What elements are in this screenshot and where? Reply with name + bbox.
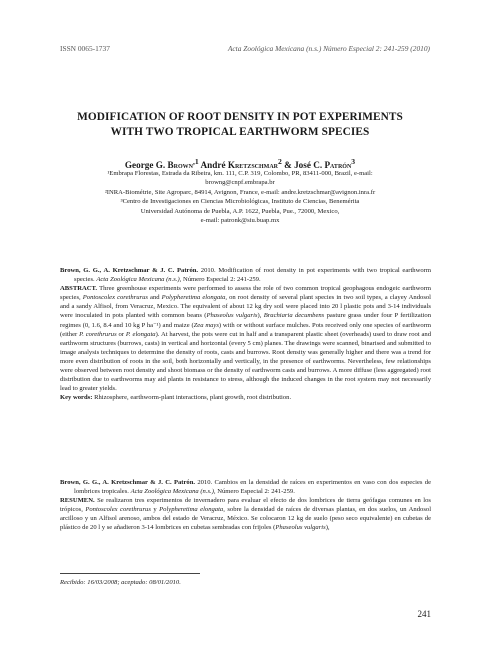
abstract-text: Se realizaron tres experimentos de invernadero para evaluar el efecto de dos lombrices de tierra geófagas comunes en los trópicos,	[60, 497, 431, 514]
keywords-text: Rhizosphere, earthworm-plant interactions, plant growth, root distribution.	[92, 394, 292, 402]
species-name: Zea mays	[193, 321, 219, 329]
keywords-english	[60, 393, 431, 402]
species-name: P. elongata	[125, 330, 156, 338]
citation-tail: , Número Especial 2: 241-259.	[213, 488, 295, 496]
resumen-label: RESUMEN.	[60, 497, 95, 505]
page-number: 241	[417, 609, 431, 619]
affiliations	[50, 169, 430, 225]
abstract-text: , sobre la densidad de raíces de diversas plantas, en dos suelos, un Andosol arcilloso y un Alfisol arenoso, ambos del estado de Veracruz, México. Se colocaron 12 kg de suelo (peso seco equivalente) en cubetas de plástico de 20 l y se añadieron 3-14 lombrices en cubetas sembradas con frijoles (	[60, 506, 432, 532]
species-name: Polypheretima elongata	[161, 294, 226, 302]
affiliation-line: e-mail: patronk@siu.buap.mx	[200, 217, 280, 225]
affiliation-line: ²INRA-Biométrie, Site Agroparc, 84914, Avignon, France, e-mail: andre.kretzschmar@avignon.inra.fr	[104, 188, 376, 196]
abstract-text: ). At harvest, the pots were cut in half and a transparent plastic sheet (overheads) used to draw root and earthworm structures (burrows, casts) in vertical and horizontal (every 5 cm) planes. The drawings were scanned, binarised and submitted to image analysis techniques to determine the density of roots, casts and burrows. Root density was generally higher and there was a trend for more even distribution of roots in the soil, both horizontally and vertically, in the presence of earthworms. Nevertheless, few relationships were observed between root density and shoot biomass or the density of earthworm casts and burrows. A more diffuse (less aggregated) root distribution due to earthworms may aid plants in resistance to stress, although the induced changes in the root system may not necessarily lead to greater yields.	[60, 330, 431, 393]
affiliation-line: ³Centro de Investigaciones en Ciencias Microbiológicas, Instituto de Ciencias, Benemérita	[120, 198, 360, 206]
received-date: Recibido: 16/03/2008; aceptado: 08/01/2010.	[60, 579, 181, 586]
species-name: Polypheretima elongata	[159, 506, 224, 514]
species-name: Pontoscolex corethrurus	[82, 294, 148, 302]
journal-citation-header: Acta Zoológica Mexicana (n.s.) Número Especial 2: 241-259 (2010)	[227, 44, 430, 53]
abstract-text: ),	[325, 524, 330, 532]
keywords-label: Key words:	[60, 394, 93, 402]
citation-journal: Acta Zoológica Mexicana (n.s.)	[130, 488, 214, 496]
author-1-last: Brown	[167, 160, 193, 171]
affiliation-line: ¹Embrapa Florestas, Estrada da Ribeira, km. 111, C.P. 319, Colombo, PR, 83411-000, Brazil, e-mail:	[107, 170, 373, 177]
species-name: Pontoscolex corethrurus	[85, 506, 151, 514]
citation-tail: , Número Especial 2: 241-259.	[179, 276, 261, 284]
article-title	[40, 110, 440, 140]
author-2-last: Kretzschmar	[227, 160, 278, 171]
author-3-last: Patrón	[324, 160, 352, 171]
abstract-text: ),	[257, 312, 264, 320]
author-amp: &	[281, 160, 295, 171]
title-line-1: MODIFICATION OF ROOT DENSITY IN POT EXPERIMENTS	[77, 111, 403, 123]
author-2-sup: 2	[277, 157, 282, 166]
citation-text: 2010. Cambios en la densidad de raíces en experimentos en vaso con dos especies de lombrices tropicales.	[74, 479, 431, 496]
abstract-text: pasture grass under four P fertilization regimes (0, 1.6, 8.4 and 10 kg P ha⁻¹) and maize (	[60, 312, 431, 329]
citation-journal: Acta Zoológica Mexicana (n.s.)	[96, 276, 180, 284]
species-name: Brachiaria decumbens	[263, 312, 325, 320]
abstract-english	[60, 284, 431, 393]
citation-spanish	[60, 478, 431, 496]
affiliation-line: Universidad Autónoma de Puebla, A.P. 1622, Puebla, Pue., 72000, Mexico,	[140, 207, 340, 215]
spanish-abstract-block	[60, 478, 431, 533]
citation-authors: Brown, G. G., A. Kretzschmar & J. C. Patrón.	[60, 479, 196, 486]
abstract-text: and	[147, 294, 162, 302]
footnote-divider	[60, 573, 200, 574]
species-name: P. corethrurus	[79, 330, 117, 338]
citation-text: 2010. Modification of root density in pot experiments with two tropical earthworm species.	[74, 267, 431, 284]
citation-english	[60, 266, 431, 284]
abstract-text: , on root density of several plant species in two soil types, a clayey Andosol and a sandy Alfisol, from Veracruz, Mexico. The equivalent of about 12 kg dry soil were placed into 20 l plastic pots and 3-14 individuals were inoculated in pots planted with common beans (	[60, 294, 432, 320]
species-name: Phaseolus vulgaris	[206, 312, 258, 320]
issn-text: ISSN 0065-1737	[60, 44, 110, 53]
abstract-label: ABSTRACT.	[60, 285, 98, 293]
author-1-first: George G.	[124, 160, 168, 171]
abstract-text: y	[150, 506, 160, 514]
affiliation-line: browng@cnpf.embrapa.br	[205, 179, 275, 187]
author-1-sup: ,1	[192, 157, 199, 166]
title-line-2: WITH TWO TROPICAL EARTHWORM SPECIES	[110, 126, 370, 138]
abstract-text: ) with or without surface mulches. Pots received only one species of earthworm (either	[60, 321, 431, 338]
abstract-text: or	[116, 330, 126, 338]
abstract-text: Three greenhouse experiments were performed to assess the role of two common tropical geophagous endogeic earthworm species,	[60, 285, 431, 302]
author-3-sup: 3	[351, 157, 356, 166]
english-abstract-block	[60, 266, 431, 402]
author-3-first: José C.	[294, 160, 325, 171]
author-2-first: André	[198, 160, 228, 171]
citation-authors: Brown, G. G., A. Kretzschmar & J. C. Patrón.	[60, 267, 199, 274]
species-name: Phaseolus vulgaris	[275, 524, 326, 532]
abstract-spanish	[60, 496, 431, 532]
